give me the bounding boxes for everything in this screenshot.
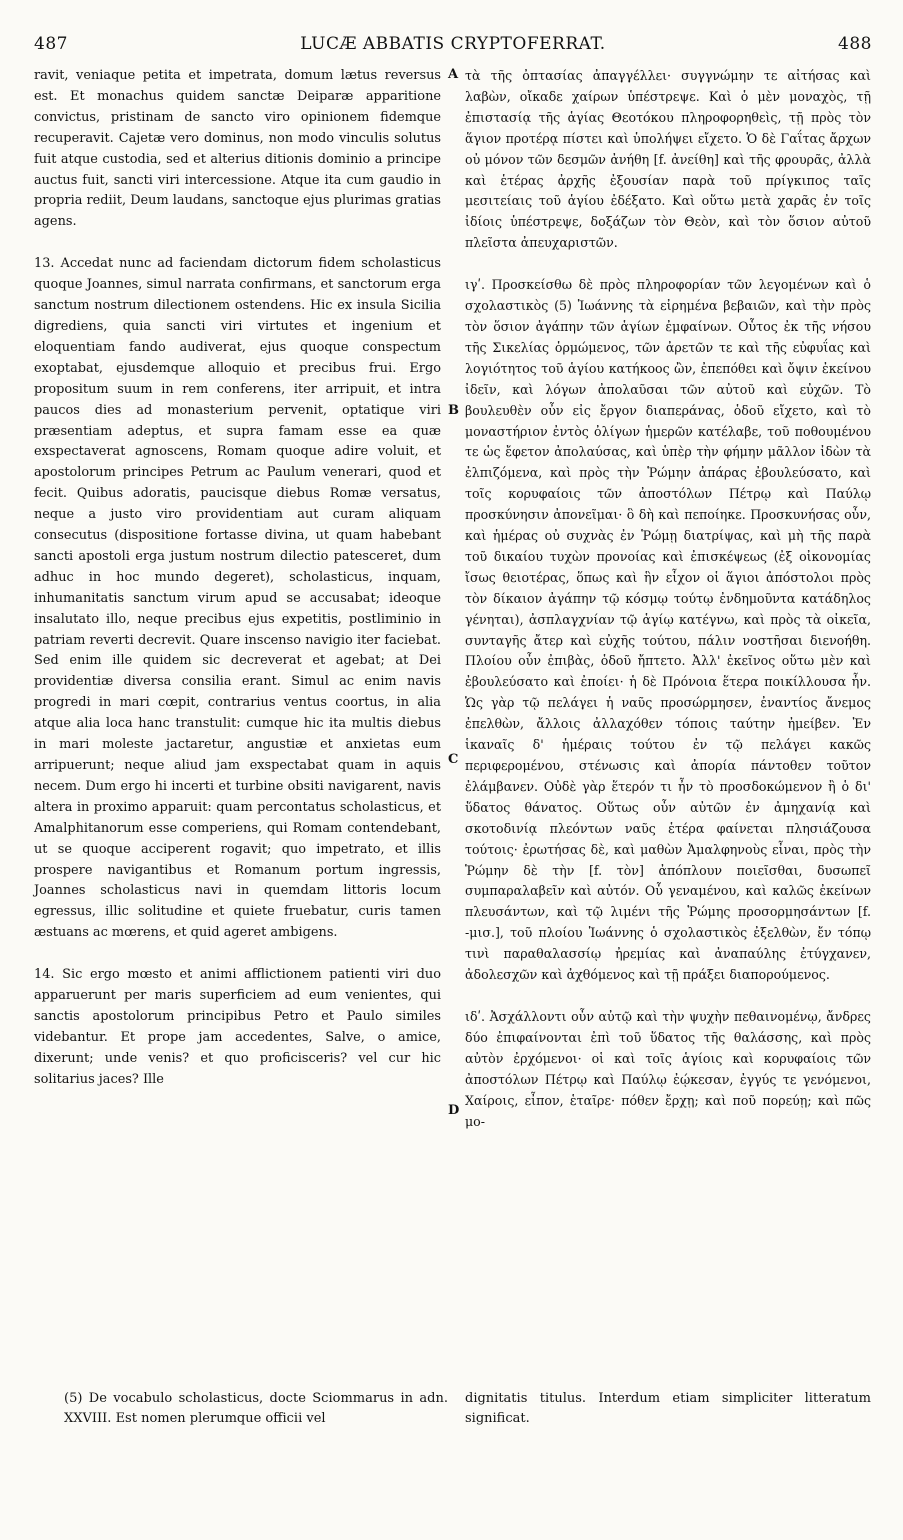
latin-paragraph-1: ravit, veniaque petita et impetrata, domum lætus reversus est. Et monachus quidem sanctæ Deiparæ apparitione convictus, pristinam de sancto viro opinionem fidemque recuperavit. Cajetæ vero dominus, non modo vinculis solutus fuit atque custodia, sed et alterius ditionis dominio a principe auctus fuit, sancti viri intercessione. Atque ita cum gaudio in propria rediit, Deum laudans, sanctoque ejus plurimas gratias agens. [34, 68, 441, 230]
section-marker-d: D [448, 1103, 460, 1118]
footnote-left: (5) De vocabulo scholasticus, docte Sciommarus in adn. XXVIII. Est nomen plerumque officii vel [64, 1391, 448, 1426]
greek-paragraph-1: τὰ τῆς ὀπτασίας ἀπαγγέλλει· συγγνώμην τε αἰτήσας καὶ λαβὼν, οἴκαδε χαίρων ὑπέστρεψε. Καὶ ὁ μὲν μοναχὸς, τῇ ἐπιστασίᾳ τῆς ἁγίας Θεοτόκου πληροφορηθεὶς, τῇ πρὸς τὸν ἅγιον προτέρᾳ πίστει καὶ ὑπολήψει εἴχετο. Ὁ δὲ Γαΐτας ἄρχων οὐ μόνον τῶν δεσμῶν ἀνήθη [f. ἀνείθη] καὶ τῆς φρουρᾶς, ἀλλὰ καὶ ἑτέρας ἀρχῆς ἐξουσίαν παρὰ τοῦ πρίγκιπος ταῖς μεσιτείαις τοῦ ἁγίου ἐδέξατο. Καὶ οὕτω μετὰ χαρᾶς ἐν τοῖς ἰδίοις ὑπέστρεψε, δοξάζων τὸν Θεὸν, καὶ τὸν ὅσιον αὐτοῦ πλεῖστα ἀπευχαριστῶν. [465, 68, 871, 251]
page-number-right: 488 [838, 34, 872, 54]
section-marker-c: C [448, 752, 459, 767]
section-marker-b: B [448, 403, 459, 418]
footnote-right: dignitatis titulus. Interdum etiam simpliciter litteratum significat. [465, 1391, 871, 1426]
page-number-left: 487 [34, 34, 68, 54]
running-title: LUCÆ ABBATIS CRYPTOFERRAT. [300, 34, 606, 54]
latin-paragraph-13: 13. Accedat nunc ad faciendam dictorum fidem scholasticus quoque Joannes, simul narrata confirmans, et sanctorum erga sanctum nostrum dilectionem ostendens. Hic ex insula Sicilia digrediens, quia sancti viri virtutes et ingenium et eloquentiam fando audiverat, ejus quoque conspectum exoptabat, ejusdemque alloquio et precibus frui. Ergo propositum suum in rem conferens, iter arripuit, et intra paucos dies ad monasterium pervenit, optatique viri præsentiam adeptus, et supra famam esse ea quæ exspectaverat agnoscens, Romam quoque adire voluit, et apostolorum principes Petrum ac Paulum venerari, quod et fecit. Quibus adoratis, paucisque diebus Romæ versatus, neque a justo viro providentiam aut curam aliquam consecutus (dispositione fortasse divina, ut quam habebant sancti apostoli erga justum nostrum dilectio patesceret, dum adhuc in hoc mundo degeret), scholasticus, inquam, inhumanitatis sanctum virum apud se accusabat; ideoque insalutato illo, neque precibus ejus expetitis, postliminio in patriam reverti decrevit. Quare inscenso navigio iter faciebat. Sed enim ille quidem sic decreverat et agebat; at Dei providentiæ diversa consilia erant. Simul ac enim navis progredi in mari cœpit, contrarius ventus coortus, in alia atque alia loca hanc transtulit: cumque hic ita multis diebus in mari moleste jactaretur, angustiæ et anxietas eum arripuerunt; neque aliud jam exspectabat quam in aquis necem. Dum ergo hi incerti et turbine obsiti navigarent, navis altera in proximo apparuit: quam percontatus scholasticus, et Amalphitanorum esse comperiens, qui Romam contendebant, ut se quoque acciperent rogavit; quo impetrato, et illis prospere navigantibus et Romanum portum ingressis, Joannes scholasticus navi in quemdam littoris locum egressus, illic solitudine et quiete fruebatur, curis tamen æstuans ac mœrens, et quid ageret ambigens. [34, 256, 441, 941]
greek-paragraph-14: ιδʹ. Ἀσχάλλοντι οὖν αὐτῷ καὶ τὴν ψυχὴν πεθαινομένῳ, ἄνδρες δύο ἐπιφαίνονται ἐπὶ τοῦ ὕδατος τῆς θαλάσσης, καὶ πρὸς αὐτὸν ἐρχόμενοι· οἱ καὶ τοῖς ἁγίοις καὶ κορυφαίοις τῶν ἀποστόλων Πέτρῳ καὶ Παύλῳ ἐῴκεσαν, ἐγγύς τε γενόμενοι, Χαίροις, εἶπον, ἑταῖρε· πόθεν ἔρχῃ; καὶ ποῦ πορεύῃ; καὶ πῶς μο- [465, 1008, 871, 1129]
section-marker-a: A [448, 67, 459, 82]
greek-paragraph-13: ιγʹ. Προσκείσθω δὲ πρὸς πληροφορίαν τῶν λεγομένων καὶ ὁ σχολαστικὸς (5) Ἰωάννης τὰ εἰρημένα βεβαιῶν, καὶ τὴν πρὸς τὸν ὅσιον ἀγάπην τῶν ἁγίων ἐμφαίνων. Οὗτος ἐκ τῆς νήσου τῆς Σικελίας ὁρμώμενος, τῶν ἀρετῶν τε καὶ τῆς εὐφυΐας καὶ λογιότητος τοῦ ἁγίου κατήκοος ὢν, ἐπεπόθει καὶ ὄψιν ἐκείνου ἰδεῖν, καὶ λόγων ἀπολαῦσαι τῶν αὐτοῦ καὶ εὐχῶν. Τὸ βουλευθὲν οὖν εἰς ἔργον διαπεράνας, ὁδοῦ εἴχετο, καὶ τὸ μοναστήριον ἐντὸς ὀλίγων ἡμερῶν κατέλαβε, τοῦ ποθουμένου τε ὡς ἔφετον ἀπολαύσας, καὶ ὑπὲρ τὴν φήμην μᾶλλον ἰδὼν τὰ ἐλπιζόμενα, καὶ πρὸς τὴν Ῥώμην ἀπάρας ἐβουλεύσατο, καὶ τοῖς κορυφαίοις τῶν ἀποστόλων Πέτρῳ καὶ Παύλῳ προσκύνησιν ἀπονεῖμαι· ὃ δὴ καὶ πεποίηκε. Προσκυνήσας οὖν, καὶ ἡμέρας οὐ συχνὰς ἐν Ῥώμῃ διατρίψας, καὶ μὴ τῆς παρὰ τοῦ δικαίου τυχὼν προνοίας καὶ ἐπισκέψεως (ἐξ οἰκονομίας ἴσως θειοτέρας, ὅπως καὶ ἣν εἶχον οἱ ἅγιοι ἀπόστολοι πρὸς τὸν δίκαιον ἀγάπην τῷ κόσμῳ τούτῳ ἐνδημοῦντα κατάδηλος γένηται), ἀσπλαγχνίαν τῷ ἁγίῳ κατέγνω, καὶ πρὸς τὰ οἰκεῖα, συνταγῆς ἄτερ καὶ εὐχῆς τούτου, πάλιν νοστῆσαι διενοήθη. Πλοίου οὖν ἐπιβὰς, ὁδοῦ ἤπτετο. Ἀλλ' ἐκεῖνος οὕτω μὲν καὶ ἐβουλεύσατο καὶ ἐποίει· ἡ δὲ Πρόνοια ἕτερα ποικίλλουσα ἦν. Ὡς γὰρ τῷ πελάγει ἡ ναῦς προσώρμησεν, ἐναντίος ἄνεμος ἐπελθὼν, ἄλλοις ἀλλαχόθεν τόποις ταύτην ἠμείβεν. Ἐν ἱκαναῖς δ' ἡμέραις τούτου ἐν τῷ πελάγει κακῶς περιφερομένου, στένωσις καὶ ἀπορία πάντοθεν τοῦτον ἐλάμβανεν. Οὐδὲ γὰρ ἕτερόν τι ἦν τὸ προσδοκώμενον ἢ ὁ δι' ὕδατος θάνατος. Οὕτως οὖν αὐτῶν ἐν ἀμηχανίᾳ καὶ σκοτοδινίᾳ πλεόντων ναῦς ἑτέρα φαίνεται πλησιάζουσα τούτοις· ἐρωτήσας δὲ, καὶ μαθὼν Ἀμαλφηνοὺς εἶναι, πρὸς τὴν Ῥώμην δὲ τὴν [f. τὸν] ἀπόπλουν ποιεῖσθαι, δυσωπεῖ συμπαραλαβεῖν καὶ αὐτόν. Οὗ γεναμένου, καὶ καλῶς ἐκείνων πλευσάντων, καὶ τῷ λιμένι τῆς Ῥώμης προσορμησάντων [f. -μισ.], τοῦ πλοίου Ἰωάννης ὁ σχολαστικὸς ἐξελθὼν, ἔν τόπῳ τινὶ παραθαλασσίῳ ἠρεμίας καὶ ἀναπαύλης ἐτύγχανεν, ἀδολεσχῶν καὶ ἀχθόμενος καὶ τῇ πράξει διαπορούμενος. [465, 277, 871, 983]
greek-column [465, 66, 871, 1132]
page-header [34, 34, 872, 60]
latin-column [34, 66, 441, 1091]
latin-paragraph-14: 14. Sic ergo mœsto et animi afflictionem patienti viri duo apparuerunt per maris superficiem ad eum venientes, qui sanctis apostolorum principibus Petro et Paulo similes videbantur. Et prope jam accedentes, Salve, o amice, dixerunt; unde venis? et quo proficisceris? vel cur hic solitarius jaces? Ille [34, 967, 441, 1087]
